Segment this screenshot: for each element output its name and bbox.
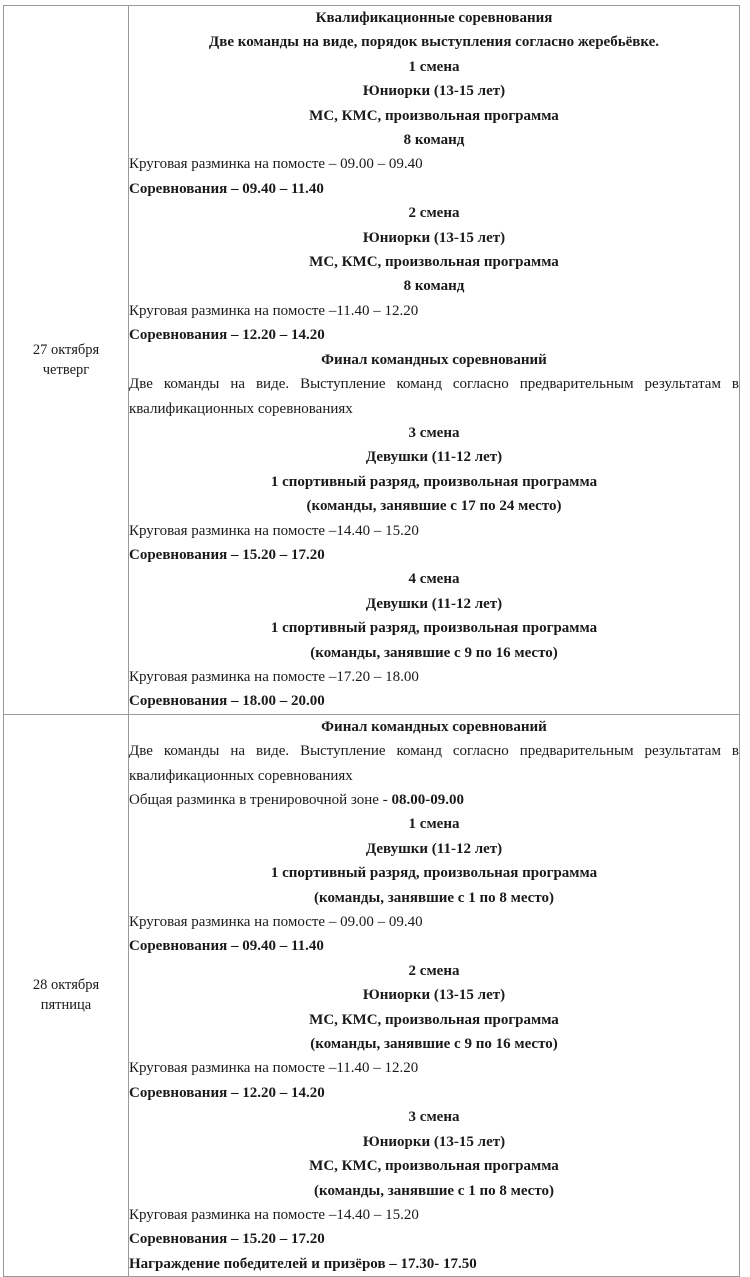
schedule-line: 2 смена	[408, 962, 460, 979]
schedule-line: МС, КМС, произвольная программа	[309, 1011, 559, 1028]
table-row	[4, 714, 740, 1276]
schedule-line: Юниорки (13-15 лет)	[362, 229, 506, 246]
schedule-line: Соревнования – 09.40 – 11.40	[129, 938, 324, 955]
schedule-line: Круговая разминка на помосте – 09.00 – 09.40	[129, 914, 423, 931]
schedule-line: Соревнования – 18.00 – 20.00	[129, 693, 325, 710]
date-cell	[4, 714, 129, 1276]
schedule-line: Соревнования – 12.20 – 14.20	[129, 327, 325, 344]
schedule-table-body	[4, 6, 740, 1277]
date-cell	[4, 6, 129, 715]
schedule-line: Девушки (11-12 лет)	[365, 595, 503, 612]
schedule-line: Финал командных соревнований	[321, 351, 547, 368]
schedule-line: (команды, занявшие с 9 по 16 место)	[310, 644, 558, 661]
schedule-line: МС, КМС, произвольная программа	[309, 254, 559, 271]
schedule-line: Юниорки (13-15 лет)	[362, 987, 506, 1004]
schedule-line: 3 смена	[408, 424, 460, 441]
schedule-line: 1 смена	[408, 58, 460, 75]
schedule-line: 3 смена	[408, 1109, 460, 1126]
schedule-line: Юниорки (13-15 лет)	[362, 83, 506, 100]
date-weekday: пятница	[40, 997, 92, 1014]
schedule-line: 8 команд	[403, 278, 465, 295]
schedule-line: Круговая разминка на помосте –17.20 – 18.00	[129, 668, 419, 685]
schedule-line: Награждение победителей и призёров – 17.30- 17.50	[129, 1255, 477, 1272]
schedule-line: Круговая разминка на помосте –11.40 – 12.20	[129, 302, 419, 319]
date-day: 27 октября	[32, 341, 100, 358]
schedule-paragraph: Две команды на виде. Выступление команд согласно предварительным результатам в квалификационных соревнованиях	[129, 376, 739, 417]
schedule-line: 2 смена	[408, 205, 460, 222]
schedule-line: Две команды на виде, порядок выступления согласно жеребьёвке.	[208, 34, 660, 51]
schedule-line: Общая разминка в тренировочной зоне - 08.00-09.00	[129, 792, 464, 808]
schedule-lines	[129, 715, 739, 1276]
schedule-line: МС, КМС, произвольная программа	[309, 1158, 559, 1175]
schedule-line: 1 спортивный разряд, произвольная программа	[270, 473, 598, 490]
schedule-line: 8 команд	[403, 132, 465, 149]
schedule-line: Юниорки (13-15 лет)	[362, 1133, 506, 1150]
schedule-line: 4 смена	[408, 571, 460, 588]
schedule-line: Девушки (11-12 лет)	[365, 840, 503, 857]
schedule-lines	[129, 6, 739, 714]
schedule-line: 1 смена	[408, 816, 460, 833]
competition-schedule-table	[3, 5, 740, 1277]
date-day: 28 октября	[32, 977, 100, 994]
schedule-line: (команды, занявшие с 1 по 8 место)	[314, 889, 554, 906]
schedule-line: Соревнования – 15.20 – 17.20	[129, 546, 325, 563]
table-row	[4, 6, 740, 715]
schedule-line: Соревнования – 09.40 – 11.40	[129, 180, 324, 197]
schedule-line: 1 спортивный разряд, произвольная программа	[270, 865, 598, 882]
date-weekday: четверг	[42, 361, 90, 378]
schedule-content-cell	[129, 6, 740, 715]
schedule-line: (команды, занявшие с 9 по 16 место)	[310, 1036, 558, 1053]
schedule-line: Круговая разминка на помосте – 09.00 – 09.40	[129, 156, 423, 173]
schedule-line: Соревнования – 12.20 – 14.20	[129, 1084, 325, 1101]
schedule-paragraph: Две команды на виде. Выступление команд согласно предварительным результатам в квалификационных соревнованиях	[129, 743, 739, 784]
schedule-line: 1 спортивный разряд, произвольная программа	[270, 620, 598, 637]
schedule-line: (команды, занявшие с 17 по 24 место)	[306, 498, 562, 515]
schedule-line: Круговая разминка на помосте –14.40 – 15.20	[129, 522, 419, 539]
schedule-line-time: 08.00-09.00	[391, 792, 464, 808]
schedule-line: Финал командных соревнований	[321, 718, 547, 735]
schedule-line: (команды, занявшие с 1 по 8 место)	[314, 1182, 554, 1199]
schedule-line: Соревнования – 15.20 – 17.20	[129, 1231, 325, 1248]
schedule-content-cell	[129, 714, 740, 1276]
schedule-line: Девушки (11-12 лет)	[365, 449, 503, 466]
schedule-line: МС, КМС, произвольная программа	[309, 107, 559, 124]
schedule-line: Квалификационные соревнования	[315, 10, 553, 26]
schedule-line: Круговая разминка на помосте –11.40 – 12.20	[129, 1060, 419, 1077]
schedule-line: Круговая разминка на помосте –14.40 – 15.20	[129, 1206, 419, 1223]
